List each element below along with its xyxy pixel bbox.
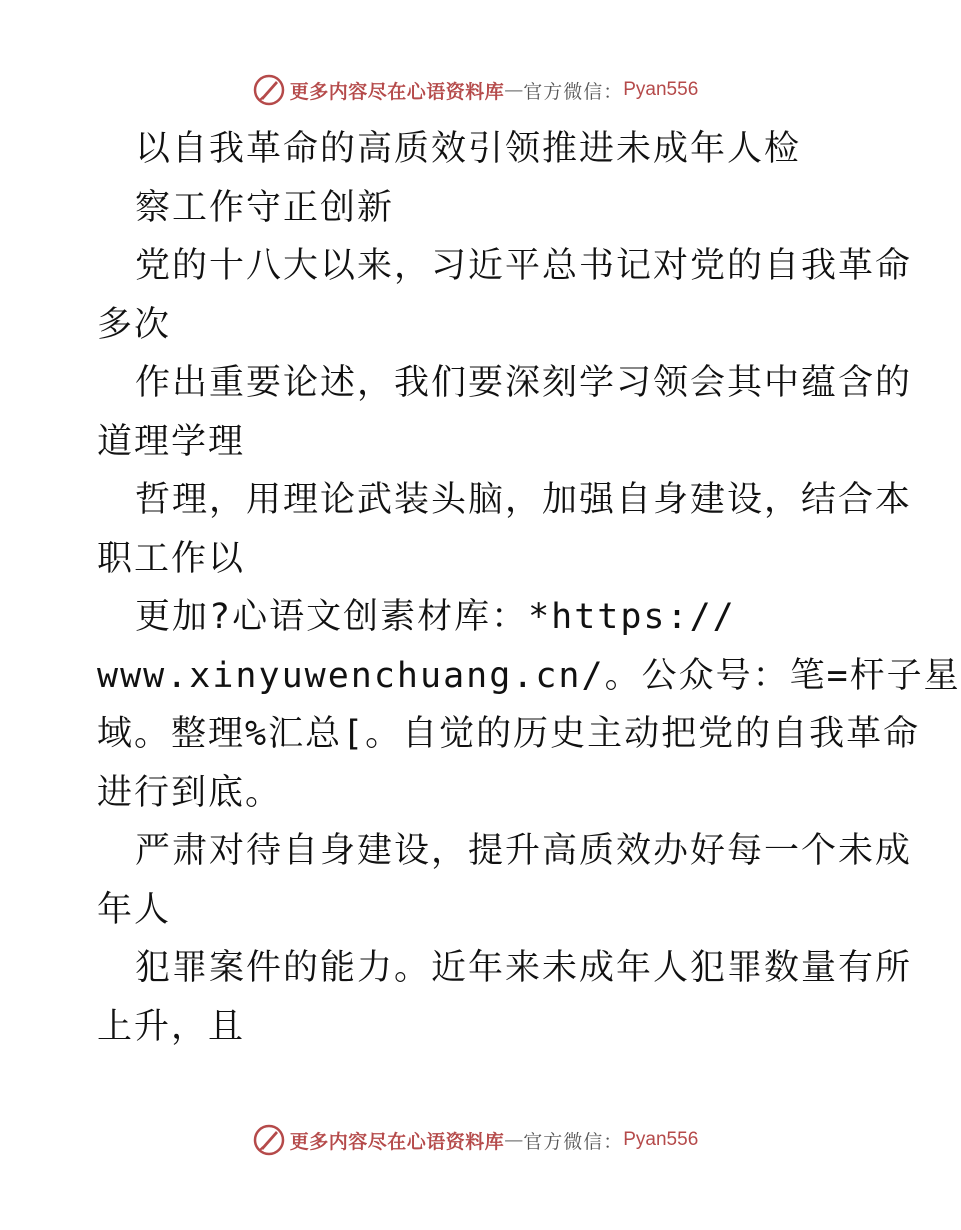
doc-line: 职工作以	[97, 538, 246, 579]
doc-line: 上升，且	[97, 1006, 246, 1047]
feather-pen-logo-icon	[252, 1123, 286, 1157]
header-separator: —	[504, 79, 524, 101]
header-banner	[0, 68, 950, 112]
footer-separator: —	[504, 1129, 524, 1151]
doc-line: 进行到底。	[97, 772, 283, 813]
doc-line: 以自我革命的高质效引领推进未成年人检	[135, 129, 802, 169]
feather-pen-logo-icon	[252, 73, 286, 107]
doc-line: 哲理，用理论武装头脑，加强自身建设，结合本	[135, 480, 913, 520]
doc-line: 年人	[97, 889, 172, 930]
doc-line: 党的十八大以来，习近平总书记对党的自我革命	[135, 246, 913, 286]
doc-line: 犯罪案件的能力。近年来未成年人犯罪数量有所	[135, 948, 913, 988]
footer-banner	[0, 1118, 950, 1162]
doc-line: 作出重要论述，我们要深刻学习领会其中蕴含的	[135, 363, 913, 403]
doc-line: 严肃对待自身建设，提升高质效办好每一个未成	[135, 831, 913, 871]
doc-line: 道理学理	[97, 421, 246, 462]
doc-line: 更加?心语文创素材库：*https://	[135, 597, 736, 637]
doc-line: 察工作守正创新	[135, 187, 395, 228]
document-body	[97, 120, 961, 1056]
header-wechat-id: Pyan556	[623, 79, 699, 100]
doc-line: 域。整理%汇总[。自觉的历史主动把党的自我革命	[97, 714, 921, 754]
doc-line: 多次	[97, 304, 172, 345]
header-wechat-label: 官方微信：	[523, 80, 624, 103]
header-brand-text: 更多内容尽在心语资料库	[289, 80, 505, 103]
footer-wechat-label: 官方微信：	[523, 1130, 624, 1153]
footer-wechat-id: Pyan556	[623, 1129, 699, 1150]
doc-line: www.xinyuwenchuang.cn/。公众号：笔=杆子星	[97, 655, 961, 696]
footer-brand-text: 更多内容尽在心语资料库	[289, 1130, 505, 1153]
